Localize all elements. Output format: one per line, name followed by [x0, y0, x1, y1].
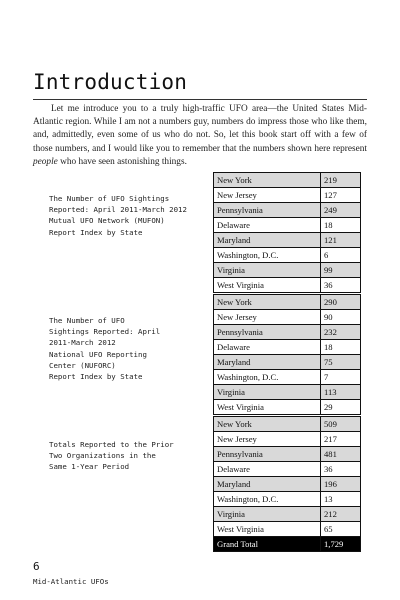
table-row: [214, 188, 361, 203]
count-cell: 75: [321, 355, 361, 370]
title-rule: [33, 99, 367, 100]
nuforc-table-caption: [49, 315, 199, 382]
state-cell: New Jersey: [214, 432, 321, 447]
table-row: [214, 355, 361, 370]
table-row: [214, 492, 361, 507]
count-cell: 36: [321, 462, 361, 477]
state-cell: Delaware: [214, 218, 321, 233]
table-row: [214, 278, 361, 293]
table-row: [214, 340, 361, 355]
state-cell: Washington, D.C.: [214, 370, 321, 385]
intro-emphasis: people: [33, 156, 58, 167]
count-cell: 13: [321, 492, 361, 507]
caption-line: Two Organizations in the: [49, 451, 156, 461]
grand-total-value: 1,729: [321, 537, 361, 552]
table-row: [214, 462, 361, 477]
state-cell: West Virginia: [214, 522, 321, 537]
running-footer: Mid-Atlantic UFOs: [33, 577, 109, 586]
count-cell: 7: [321, 370, 361, 385]
totals-table-caption: [49, 439, 199, 473]
state-cell: Delaware: [214, 340, 321, 355]
count-cell: 36: [321, 278, 361, 293]
state-cell: New York: [214, 417, 321, 432]
intro-text: Let me introduce you to a truly high-traffic UFO area—the United States Mid-Atlantic region. While I am not a numbers guy, numbers do impress those who like them, and, admittedly, even some of us who do not. So, let this book start off with a few of those numbers, and I would like you to remember that the numbers shown here represent: [33, 104, 367, 154]
state-cell: Maryland: [214, 233, 321, 248]
state-cell: New Jersey: [214, 188, 321, 203]
caption-line: Sightings Reported: April: [49, 327, 161, 337]
table-row: [214, 233, 361, 248]
state-cell: Washington, D.C.: [214, 492, 321, 507]
table-row: [214, 522, 361, 537]
state-cell: Maryland: [214, 477, 321, 492]
intro-paragraph: [33, 103, 367, 169]
state-cell: Pennsylvania: [214, 325, 321, 340]
caption-line: Mutual UFO Network (MUFON): [49, 216, 165, 226]
intro-text-end: who have seen astonishing things.: [57, 156, 187, 167]
state-cell: New York: [214, 295, 321, 310]
table-row: [214, 400, 361, 415]
count-cell: 232: [321, 325, 361, 340]
caption-line: National UFO Reporting: [49, 349, 147, 359]
table-row: [214, 432, 361, 447]
table-row: [214, 263, 361, 278]
table-row: [214, 447, 361, 462]
table-row: [214, 203, 361, 218]
caption-line: The Number of UFO Sightings: [49, 194, 170, 203]
count-cell: 127: [321, 188, 361, 203]
state-cell: Pennsylvania: [214, 203, 321, 218]
caption-line: Report Index by State: [49, 372, 143, 382]
table-row: [214, 218, 361, 233]
count-cell: 217: [321, 432, 361, 447]
table-row: [214, 248, 361, 263]
state-cell: Pennsylvania: [214, 447, 321, 462]
caption-line: Report Index by State: [49, 227, 143, 237]
caption-line: 2011-March 2012: [49, 338, 116, 348]
state-cell: Maryland: [214, 355, 321, 370]
totals-table: [213, 416, 361, 552]
state-cell: Virginia: [214, 263, 321, 278]
table-row: [214, 370, 361, 385]
table-row: [214, 325, 361, 340]
table-row: [214, 173, 361, 188]
state-cell: West Virginia: [214, 400, 321, 415]
count-cell: 99: [321, 263, 361, 278]
table-row: [214, 507, 361, 522]
table-row: [214, 477, 361, 492]
caption-line: Center (NUFORC): [49, 360, 116, 370]
mufon-table: [213, 172, 361, 293]
grand-total-row: [214, 537, 361, 552]
state-cell: West Virginia: [214, 278, 321, 293]
count-cell: 90: [321, 310, 361, 325]
state-cell: Delaware: [214, 462, 321, 477]
count-cell: 249: [321, 203, 361, 218]
count-cell: 18: [321, 218, 361, 233]
state-cell: Virginia: [214, 385, 321, 400]
caption-line: The Number of UFO: [49, 316, 125, 325]
page-title: Introduction: [33, 70, 188, 94]
count-cell: 212: [321, 507, 361, 522]
table-row: [214, 385, 361, 400]
count-cell: 290: [321, 295, 361, 310]
count-cell: 481: [321, 447, 361, 462]
mufon-table-caption: [49, 193, 199, 238]
state-cell: Virginia: [214, 507, 321, 522]
table-row: [214, 417, 361, 432]
table-row: [214, 295, 361, 310]
count-cell: 65: [321, 522, 361, 537]
count-cell: 29: [321, 400, 361, 415]
count-cell: 509: [321, 417, 361, 432]
caption-line: Same 1-Year Period: [49, 462, 130, 472]
grand-total-label: Grand Total: [214, 537, 321, 552]
count-cell: 6: [321, 248, 361, 263]
count-cell: 219: [321, 173, 361, 188]
nuforc-table: [213, 294, 361, 415]
page-number: 6: [33, 560, 40, 573]
count-cell: 113: [321, 385, 361, 400]
state-cell: Washington, D.C.: [214, 248, 321, 263]
caption-line: Totals Reported to the Prior: [49, 440, 174, 449]
count-cell: 18: [321, 340, 361, 355]
caption-line: Reported: April 2011-March 2012: [49, 205, 187, 215]
table-row: [214, 310, 361, 325]
state-cell: New Jersey: [214, 310, 321, 325]
count-cell: 196: [321, 477, 361, 492]
count-cell: 121: [321, 233, 361, 248]
state-cell: New York: [214, 173, 321, 188]
